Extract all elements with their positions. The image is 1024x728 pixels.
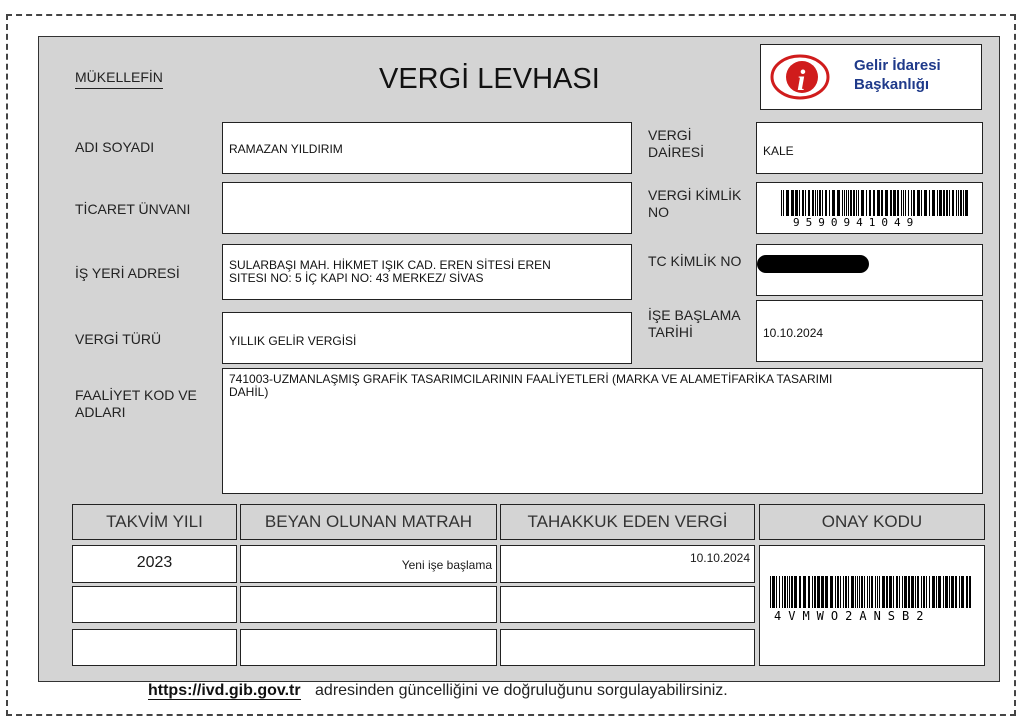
vergi-kimlik-label-line1: VERGİ KİMLİK	[648, 187, 742, 203]
vergi-turu-label: VERGİ TÜRÜ	[75, 331, 162, 347]
barcode-bar	[855, 576, 856, 608]
barcode-bar	[799, 190, 800, 216]
barcode-bar	[915, 576, 916, 608]
vergi-dairesi-value: KALE	[763, 144, 794, 158]
barcode-bar	[842, 190, 843, 216]
barcode-bar	[969, 576, 971, 608]
barcode-bar	[829, 190, 830, 216]
barcode-bar	[791, 190, 794, 216]
barcode-bar	[812, 190, 814, 216]
barcode-bar	[885, 190, 888, 216]
barcode-bar	[805, 190, 806, 216]
faaliyet-label-line1: FAALİYET KOD VE	[75, 387, 197, 403]
barcode-bar	[946, 190, 948, 216]
vergi-dairesi-label-line2: DAİRESİ	[648, 144, 705, 160]
barcode-bar	[843, 576, 844, 608]
is-yeri-value-line2: SITESI NO: 5 İÇ KAPI NO: 43 MERKEZ/ SİVAS	[229, 271, 484, 285]
onay-kodu-value: 4VMWO2ANSB2	[774, 609, 931, 623]
barcode-bar	[893, 190, 896, 216]
barcode-bar	[908, 576, 910, 608]
barcode-bar	[959, 576, 960, 608]
barcode-bar	[924, 190, 927, 216]
barcode-bar	[840, 576, 841, 608]
barcode-bar	[873, 190, 875, 216]
barcode-bar	[789, 576, 790, 608]
ticaret-unvani-label: TİCARET ÜNVANI	[75, 201, 191, 217]
barcode-bar	[835, 576, 836, 608]
barcode-bar	[857, 576, 858, 608]
tc-kimlik-label: TC KİMLİK NO	[648, 253, 742, 269]
barcode-bar	[893, 576, 894, 608]
adi-soyadi-box	[222, 122, 632, 174]
barcode-bar	[908, 190, 909, 216]
barcode-bar	[901, 190, 902, 216]
barcode-bar	[817, 576, 820, 608]
table-row-2-matrah	[240, 629, 497, 666]
barcode-bar	[917, 576, 919, 608]
header-takvim-yili: TAKVİM YILI	[72, 504, 237, 540]
row-0-vergi-value: 10.10.2024	[689, 551, 750, 565]
row-0-yil-value: 2023	[136, 554, 173, 571]
vergi-kimlik-box	[756, 182, 983, 234]
barcode-bar	[929, 190, 930, 216]
barcode-bar	[814, 576, 816, 608]
header-onay-kodu: ONAY KODU	[759, 504, 985, 540]
barcode-bar	[869, 576, 870, 608]
vergi-dairesi-box	[756, 122, 983, 174]
faaliyet-label	[75, 387, 197, 421]
barcode-bar	[949, 576, 950, 608]
barcode-bar	[951, 576, 954, 608]
barcode-bar	[830, 576, 833, 608]
barcode-bar	[822, 190, 823, 216]
barcode-bar	[825, 576, 828, 608]
barcode-bar	[825, 190, 827, 216]
barcode-bar	[848, 576, 849, 608]
barcode-bar	[963, 190, 964, 216]
barcode-bar	[779, 576, 780, 608]
barcode-bar	[845, 576, 847, 608]
barcode-bar	[926, 576, 927, 608]
barcode-bar	[848, 190, 849, 216]
vergi-kimlik-barcode	[781, 190, 971, 216]
faaliyet-value-line1: 741003-UZMANLAŞMIŞ GRAFİK TASARIMCILARININ FAALİYETLERİ (MARKA VE ALAMETİFARİKA TASARIMI	[229, 372, 833, 386]
barcode-bar	[837, 190, 840, 216]
row-0-matrah-value: Yeni işe başlama	[401, 558, 492, 572]
is-yeri-value	[223, 259, 557, 285]
barcode-bar	[832, 190, 835, 216]
vergi-kimlik-value: 9590941049	[793, 216, 920, 229]
table-row-0-vergi	[500, 545, 755, 583]
barcode-bar	[803, 576, 806, 608]
barcode-bar	[802, 190, 804, 216]
faaliyet-value	[223, 373, 838, 399]
barcode-bar	[904, 576, 907, 608]
table-row-1-yil	[72, 586, 237, 623]
barcode-bar	[943, 190, 945, 216]
barcode-bar	[877, 190, 880, 216]
is-yeri-value-line1: SULARBAŞI MAH. HİKMET IŞIK CAD. EREN SİTESİ EREN	[229, 258, 551, 272]
barcode-bar	[877, 576, 878, 608]
barcode-bar	[938, 576, 941, 608]
barcode-bar	[851, 576, 854, 608]
adi-soyadi-label: ADI SOYADI	[75, 139, 155, 155]
barcode-bar	[905, 190, 906, 216]
onay-kodu-box	[759, 545, 985, 666]
barcode-bar	[899, 576, 900, 608]
gib-emblem-icon	[769, 53, 831, 101]
barcode-bar	[903, 190, 904, 216]
barcode-bar	[787, 576, 788, 608]
barcode-bar	[913, 190, 915, 216]
barcode-bar	[794, 576, 797, 608]
barcode-bar	[871, 576, 873, 608]
logo-text-line1: Gelir İdaresi	[854, 57, 941, 74]
barcode-bar	[808, 576, 810, 608]
document-border	[6, 14, 1016, 716]
barcode-bar	[786, 190, 789, 216]
barcode-bar	[955, 576, 957, 608]
barcode-bar	[791, 576, 793, 608]
barcode-bar	[956, 190, 957, 216]
tax-plate-panel	[38, 36, 1000, 682]
tc-kimlik-redaction	[757, 255, 869, 273]
barcode-bar	[932, 576, 935, 608]
barcode-bar	[911, 576, 914, 608]
table-row-0-matrah	[240, 545, 497, 583]
ise-baslama-value: 10.10.2024	[763, 326, 824, 340]
barcode-bar	[772, 576, 775, 608]
barcode-bar	[875, 576, 876, 608]
barcode-bar	[821, 576, 824, 608]
vergi-turu-box	[222, 312, 632, 364]
barcode-bar	[879, 576, 880, 608]
barcode-bar	[917, 190, 920, 216]
barcode-bar	[896, 576, 898, 608]
svg-text:i: i	[797, 64, 806, 97]
vergi-dairesi-label	[648, 127, 704, 161]
barcode-bar	[966, 576, 968, 608]
faaliyet-label-line2: ADLARI	[75, 404, 126, 420]
barcode-bar	[886, 576, 888, 608]
ise-baslama-label-line2: TARİHİ	[648, 324, 693, 340]
barcode-bar	[776, 576, 777, 608]
barcode-bar	[850, 190, 852, 216]
barcode-bar	[853, 190, 855, 216]
barcode-bar	[867, 576, 868, 608]
verification-link[interactable]: https://ivd.gib.gov.tr	[148, 682, 301, 699]
barcode-bar	[795, 190, 798, 216]
barcode-bar	[952, 190, 954, 216]
ticaret-unvani-box	[222, 182, 632, 234]
barcode-bar	[921, 190, 922, 216]
page-title: VERGİ LEVHASI	[379, 63, 600, 95]
barcode-bar	[949, 190, 950, 216]
barcode-bar	[943, 576, 944, 608]
barcode-bar	[812, 576, 813, 608]
is-yeri-label: İŞ YERİ ADRESİ	[75, 265, 180, 281]
barcode-bar	[882, 576, 885, 608]
barcode-bar	[960, 190, 962, 216]
barcode-bar	[965, 190, 968, 216]
barcode-bar	[945, 576, 948, 608]
tc-kimlik-box	[756, 244, 983, 296]
barcode-bar	[817, 190, 818, 216]
barcode-bar	[859, 576, 860, 608]
barcode-bar	[923, 576, 925, 608]
barcode-bar	[837, 576, 839, 608]
barcode-bar	[902, 576, 903, 608]
table-row-1-matrah	[240, 586, 497, 623]
barcode-bar	[936, 576, 937, 608]
barcode-bar	[861, 576, 863, 608]
barcode-bar	[864, 576, 865, 608]
barcode-bar	[897, 190, 899, 216]
barcode-bar	[911, 190, 912, 216]
logo-text-line2: Başkanlığı	[854, 76, 930, 93]
barcode-bar	[889, 576, 892, 608]
barcode-bar	[890, 190, 892, 216]
barcode-bar	[861, 190, 864, 216]
barcode-bar	[846, 190, 847, 216]
barcode-bar	[869, 190, 871, 216]
footer-text: adresinden güncelliğini ve doğruluğunu sorgulayabilirsiniz.	[315, 682, 728, 699]
barcode-bar	[856, 190, 857, 216]
header-tahakkuk-vergi: TAHAKKUK EDEN VERGİ	[500, 504, 755, 540]
barcode-bar	[958, 190, 959, 216]
faaliyet-box	[222, 368, 983, 494]
adi-soyadi-value: RAMAZAN YILDIRIM	[229, 142, 343, 156]
barcode-bar	[961, 576, 964, 608]
barcode-bar	[937, 190, 938, 216]
barcode-bar	[932, 190, 935, 216]
barcode-bar	[782, 576, 783, 608]
barcode-bar	[799, 576, 801, 608]
barcode-bar	[858, 190, 859, 216]
vergi-kimlik-label	[648, 187, 741, 221]
faaliyet-value-line2: DAHİL)	[229, 385, 269, 399]
barcode-bar	[770, 576, 771, 608]
barcode-bar	[815, 190, 816, 216]
barcode-bar	[783, 190, 784, 216]
barcode-bar	[819, 190, 821, 216]
barcode-bar	[844, 190, 845, 216]
is-yeri-box	[222, 244, 632, 300]
barcode-bar	[808, 190, 810, 216]
vergi-dairesi-label-line1: VERGİ	[648, 127, 692, 143]
table-row-2-yil	[72, 629, 237, 666]
ise-baslama-box	[756, 300, 983, 362]
ise-baslama-label	[648, 307, 741, 341]
footer	[148, 682, 728, 700]
section-label: MÜKELLEFİN	[75, 69, 163, 89]
gib-logo	[760, 44, 982, 110]
barcode-bar	[939, 190, 942, 216]
vergi-turu-value: YILLIK GELİR VERGİSİ	[229, 334, 357, 348]
header-beyan-matrah: BEYAN OLUNAN MATRAH	[240, 504, 497, 540]
ise-baslama-label-line1: İŞE BAŞLAMA	[648, 307, 741, 323]
barcode-bar	[784, 576, 786, 608]
onay-kodu-barcode	[770, 576, 974, 608]
barcode-bar	[781, 190, 782, 216]
table-row-0-yil	[72, 545, 237, 583]
barcode-bar	[881, 190, 883, 216]
barcode-bar	[929, 576, 930, 608]
table-row-2-vergi	[500, 629, 755, 666]
barcode-bar	[921, 576, 922, 608]
vergi-kimlik-label-line2: NO	[648, 204, 669, 220]
table-row-1-vergi	[500, 586, 755, 623]
barcode-bar	[866, 190, 867, 216]
